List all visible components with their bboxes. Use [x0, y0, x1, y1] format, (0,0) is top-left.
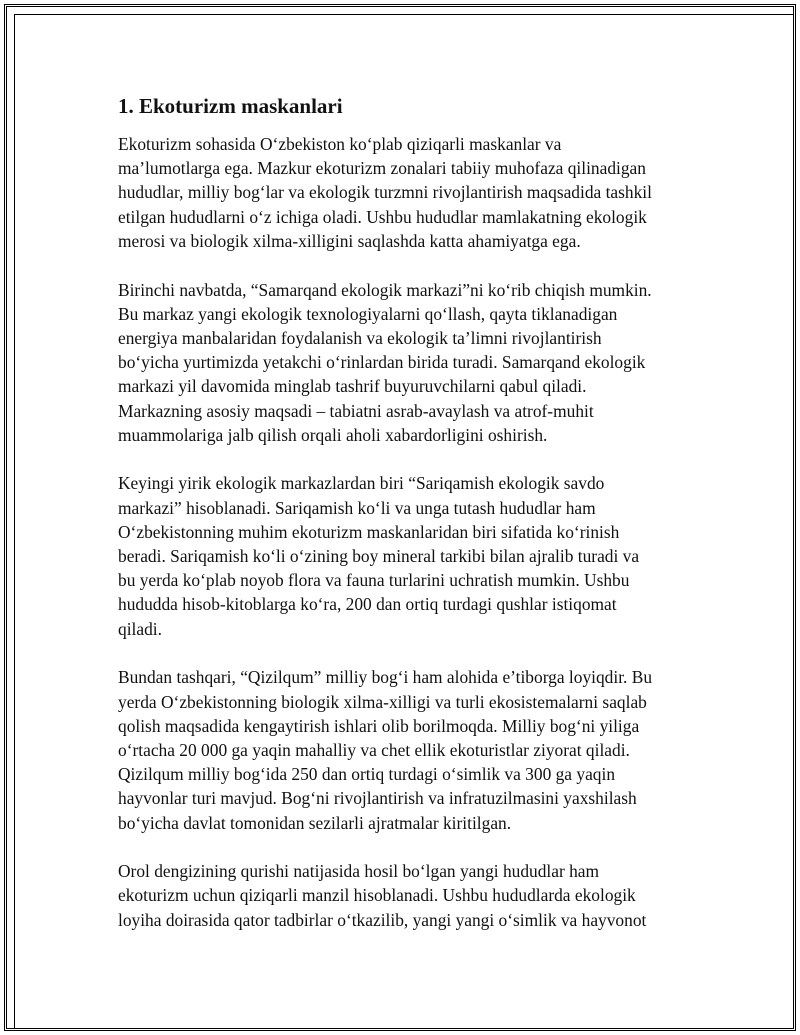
paragraph-line: energiya manbalaridan foydalanish va ekologik ta’limni rivojlantirish [118, 327, 602, 348]
paragraph-line: beradi. Sariqamish ko‘li o‘zining boy mineral tarkibi bilan ajralib turadi va [118, 546, 640, 567]
paragraph-line: Ekoturizm sohasida O‘zbekiston ko‘plab qiziqarli maskanlar va [118, 134, 562, 154]
paragraph [118, 665, 698, 834]
paragraph-line: Bundan tashqari, “Qizilqum” milliy bog‘i ham alohida e’tiborga loyiqdir. Bu [118, 667, 653, 688]
paragraph-line: Keyingi yirik ekologik markazlardan biri “Sariqamish ekologik savdo [118, 473, 605, 494]
paragraph-line: ma’lumotlarga ega. Mazkur ekoturizm zonalari tabiiy muhofaza qilinadigan [118, 158, 646, 179]
section-heading: 1. Ekoturizm maskanlari [118, 94, 343, 118]
paragraph-line: O‘zbekistonning muhim ekoturizm maskanlaridan biri sifatida ko‘rinish [118, 521, 620, 542]
paragraph-line: o‘rtacha 20 000 ga yaqin mahalliy va chet ellik ekoturistlar ziyorat qiladi. [118, 739, 630, 760]
paragraph-list [118, 132, 698, 932]
paragraph-line: yerda O‘zbekistonning biologik xilma-xilligi va turli ekosistemalarni saqlab [118, 691, 647, 712]
paragraph [118, 132, 698, 253]
paragraph-line: markazi yil davomida minglab tashrif buyuruvchilarni qabul qiladi. [118, 376, 587, 397]
paragraph-line: etilgan hududlarni o‘z ichiga oladi. Ushbu hududlar mamlakatning ekologik [118, 206, 647, 227]
document-body [118, 92, 698, 956]
paragraph-line: bo‘yicha davlat tomonidan sezilarli ajratmalar kiritilgan. [118, 812, 512, 833]
paragraph-line: bu yerda ko‘plab noyob flora va fauna turlarini uchratish mumkin. Ushbu [118, 570, 630, 591]
paragraph-line: Birinchi navbatda, “Samarqand ekologik markazi”ni ko‘rib chiqish mumkin. [118, 279, 652, 300]
paragraph-line: hududda hisob-kitoblarga ko‘ra, 200 dan ortiq turdagi qushlar istiqomat [118, 594, 617, 615]
paragraph-line: ekoturizm uchun qiziqarli manzil hisoblanadi. Ushbu hududlarda ekologik [118, 885, 636, 906]
paragraph [118, 278, 698, 447]
paragraph-line: Orol dengizining qurishi natijasida hosil bo‘lgan yangi hududlar ham [118, 861, 600, 882]
paragraph [118, 859, 698, 932]
paragraph-line: Markazning asosiy maqsadi – tabiatni asrab-avaylash va atrof-muhit [118, 400, 594, 421]
paragraph-line: hududlar, milliy bog‘lar va ekologik turzmni rivojlantirish maqsadida tashkil [118, 182, 652, 203]
paragraph-line: Qizilqum milliy bog‘ida 250 dan ortiq turdagi o‘simlik va 300 ga yaqin [118, 764, 616, 785]
paragraph-line: hayvonlar turi mavjud. Bog‘ni rivojlantirish va infratuzilmasini yaxshilash [118, 788, 637, 809]
paragraph-line: bo‘yicha yurtimizda yetakchi o‘rinlardan birida turadi. Samarqand ekologik [118, 352, 646, 373]
paragraph-line: Bu markaz yangi ekologik texnologiyalarni qo‘llash, qayta tiklanadigan [118, 303, 618, 324]
paragraph-line: muammolariga jalb qilish orqali aholi xabardorligini oshirish. [118, 424, 548, 445]
paragraph-line: markazi” hisoblanadi. Sariqamish ko‘li va unga tutash hududlar ham [118, 497, 596, 518]
paragraph-line: merosi va biologik xilma-xilligini saqlashda katta ahamiyatga ega. [118, 230, 581, 251]
paragraph-line: qiladi. [118, 618, 162, 639]
paragraph-line: loyiha doirasida qator tadbirlar o‘tkazilib, yangi yangi o‘simlik va hayvonot [118, 909, 647, 930]
paragraph-line: qolish maqsadida kengaytirish ishlari olib borilmoqda. Milliy bog‘ni yiliga [118, 715, 640, 736]
paragraph [118, 471, 698, 640]
